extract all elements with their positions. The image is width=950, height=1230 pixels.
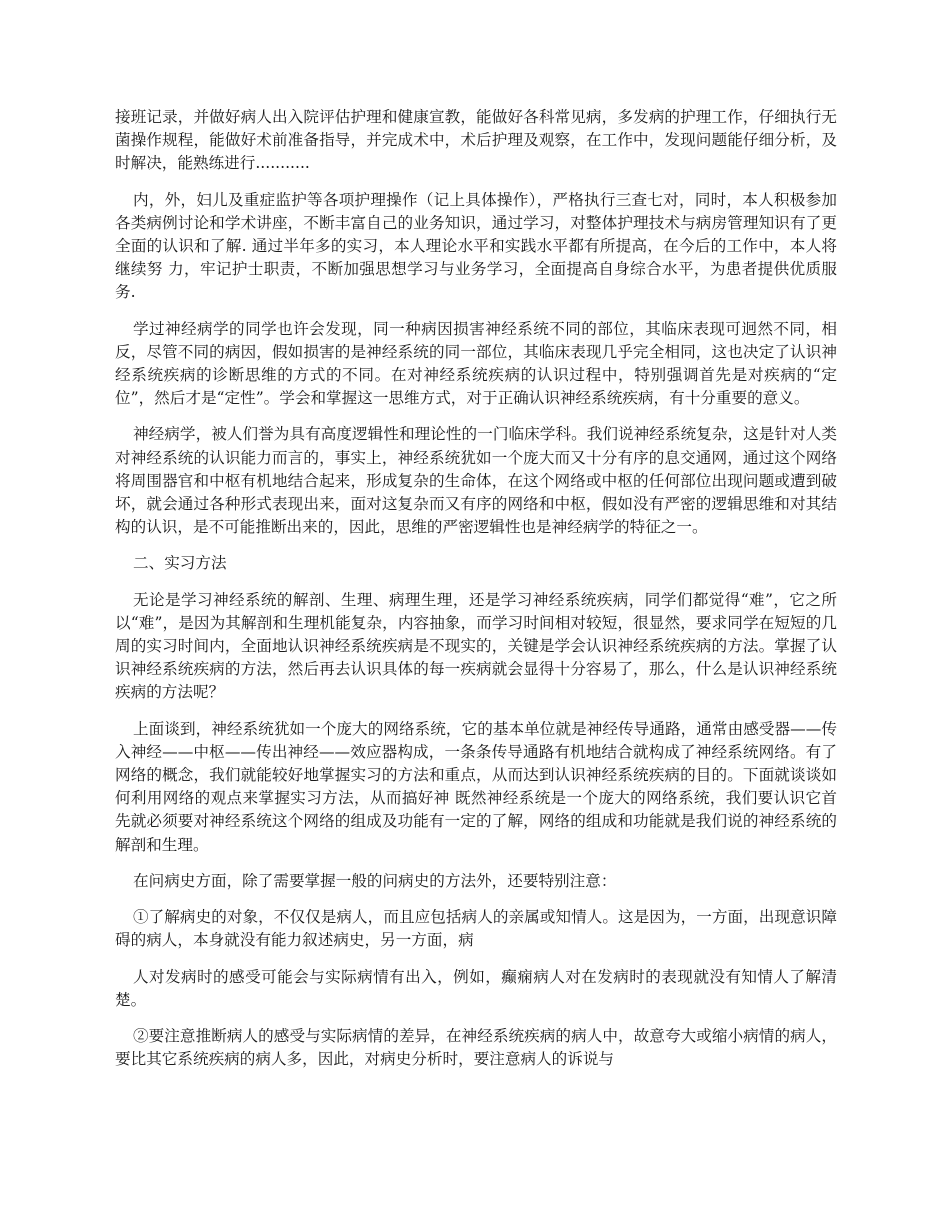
paragraph-learning-difficulty: 无论是学习神经系统的解剖、生理、病理生理，还是学习神经系统疾病，同学们都觉得“难”，它之所以“难”，是因为其解剖和生理机能复杂，内容抽象，而学习时间相对较短，很显然，要求同学在短短的几周的实习时间内，全面地认识神经系统疾病是不现实的，关键是学会认识神经系统疾病的方法。掌握了认识神经系统疾病的方法，然后再去认识具体的每一疾病就会显得十分容易了，那么，什么是认识神经系统疾病的方法呢？ (115, 590, 837, 702)
paragraph-point-one: ①了解病史的对象，不仅仅是病人，而且应包括病人的亲属或知情人。这是因为，一方面，出现意识障碍的病人，本身就没有能力叙述病史，另一方面，病 (115, 908, 837, 950)
paragraph-point-two: ②要注意推断病人的感受与实际病情的差异，在神经系统疾病的病人中，故意夸大或缩小病情的病人，要比其它系统疾病的病人多，因此，对病史分析时，要注意病人的诉说与 (115, 1026, 837, 1069)
paragraph-nursing-operations: 内，外，妇儿及重症监护等各项护理操作（记上具体操作），严格执行三查七对，同时，本人积极参加各类病例讨论和学术讲座，不断丰富自己的业务知识，通过学习，对整体护理技术与病房管理知识有了更全面的认识和了解. 通过半年多的实习，本人理论水平和实践水平都有所提高，在今后的工作中，本人将继续努 力，牢记护士职责，不断加强思想学习与业务学习，全面提高自身综合水平，为患者提供优质服务. (115, 190, 837, 302)
document-page (115, 106, 837, 1084)
paragraph-neurology-logic: 神经病学，被人们誉为具有高度逻辑性和理论性的一门临床学科。我们说神经系统复杂，这是针对人类对神经系统的认识能力而言的，事实上，神经系统犹如一个庞大而又十分有序的息交通网，通过这个网络将周围器官和中枢有机地结合起来，形成复杂的生命体，在这个网络或中枢的任何部位出现问题或遭到破坏，就会通过各种形式表现出来，面对这复杂而又有序的网络和中枢，假如没有严密的逻辑思维和对其结构的认识，是不可能推断出来的，因此，思维的严密逻辑性也是神经病学的特征之一。 (115, 425, 837, 537)
paragraph-history-taking: 在问病史方面，除了需要掌握一般的问病史的方法外，还要特别注意： (133, 871, 617, 890)
paragraph-shift-record: 接班记录，并做好病人出入院评估护理和健康宣教，能做好各科常见病，多发病的护理工作，仔细执行无菌操作规程，能做好术前准备指导，并完成术中，术后护理及观察，在工作中，发现问题能仔细分析，及时解决，能熟练进行........... (115, 108, 837, 173)
section-heading-internship-method: 二、实习方法 (133, 554, 227, 573)
paragraph-point-one-continued: 人对发病时的感受可能会与实际病情有出入，例如，癫痫病人对在发病时的表现就没有知情人了解清楚。 (115, 967, 837, 1009)
paragraph-neurology-localization: 学过神经病学的同学也许会发现，同一种病因损害神经系统不同的部位，其临床表现可迥然不同，相反，尽管不同的病因，假如损害的是神经系统的同一部位，其临床表现几乎完全相同，这也决定了认识神经系统疾病的诊断思维的方式的不同。在对神经系统疾病的认识过程中，特别强调首先是对疾病的“定位”，然后才是“定性”。学会和掌握这一思维方式，对于正确认识神经系统疾病，有十分重要的意义。 (115, 319, 837, 408)
paragraph-network-concept: 上面谈到，神经系统犹如一个庞大的网络系统，它的基本单位就是神经传导通路，通常由感受器——传入神经——中枢——传出神经——效应器构成，一条条传导通路有机地结合就构成了神经系统网络。有了网络的概念，我们就能较好地掌握实习的方法和重点，从而达到认识神经系统疾病的目的。下面就谈谈如何利用网络的观点来掌握实习方法，从而搞好神 既然神经系统是一个庞大的网络系统，我们要认识它首先就必须要对神经系统这个网络的组成及功能有一定的了解，网络的组成和功能就是我们说的神经系统的解剖和生理。 (115, 719, 837, 854)
